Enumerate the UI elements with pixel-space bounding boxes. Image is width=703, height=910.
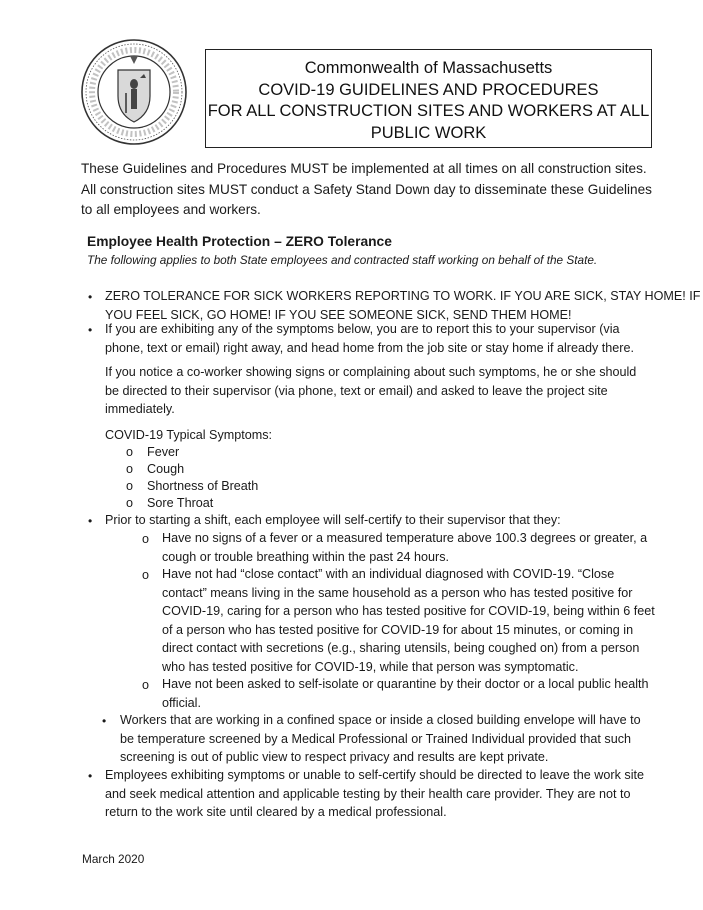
symptom-item: Shortness of Breath xyxy=(147,479,259,493)
text-line: screening is out of public view to respect privacy and results are kept private. xyxy=(120,750,549,764)
text-line: official. xyxy=(162,695,201,710)
text-line: YOU FEEL SICK, GO HOME! IF YOU SEE SOMEONE SICK, SEND THEM HOME! xyxy=(105,307,572,322)
sub-bullet-icon: o xyxy=(126,479,134,493)
text-line: Workers that are working in a confined space or inside a closed building envelope will have to xyxy=(120,713,641,727)
text-line: Have not been asked to self-isolate or quarantine by their doctor or a local public health xyxy=(162,677,649,691)
footer-date: March 2020 xyxy=(82,852,145,866)
bullet-icon: • xyxy=(88,290,93,304)
text-line: If you notice a co-worker showing signs or complaining about such symptoms, he or she should xyxy=(105,365,637,379)
intro-paragraph xyxy=(81,159,681,221)
text-line: direct contact with secretions (e.g., sharing utensils, being coughed on) from a person xyxy=(162,641,640,655)
bullet-zero-tolerance xyxy=(105,287,701,324)
bullet-icon: • xyxy=(88,514,93,528)
text-line: If you are exhibiting any of the symptoms below, you are to report this to your supervisor (via xyxy=(105,322,620,336)
title-line-3: FOR ALL CONSTRUCTION SITES AND WORKERS AT ALL xyxy=(207,102,650,120)
text-line: phone, text or email) right away, and head home from the job site or stay home if already there. xyxy=(105,340,634,355)
text-line: and seek medical attention and applicable testing by their health care provider. They are not to xyxy=(105,786,631,801)
title-line-4: PUBLIC WORK xyxy=(370,123,487,142)
text-line: who has tested positive for COVID-19, while that person was symptomatic. xyxy=(162,659,579,674)
text-line: COVID-19, caring for a person who has tested positive for COVID-19, being within 6 feet xyxy=(162,604,655,618)
certify-item-close-contact xyxy=(162,565,655,676)
bullet-icon: • xyxy=(102,714,107,728)
text-line: be temperature screened by a Medical Professional or Trained Individual provided that such xyxy=(120,731,632,746)
text-line: return to the work site until cleared by a medical professional. xyxy=(105,805,447,819)
sub-bullet-icon: o xyxy=(142,532,150,546)
sub-bullet-icon: o xyxy=(142,568,150,582)
section-subheading: The following applies to both State employees and contracted staff working on behalf of the State. xyxy=(87,253,598,267)
text-line: Have no signs of a fever or a measured temperature above 100.3 degrees or greater, a xyxy=(162,531,648,545)
symptom-item: Fever xyxy=(147,445,180,459)
bullet-symptoms-report xyxy=(105,320,634,357)
sub-bullet-icon: o xyxy=(126,445,134,459)
intro-line: All construction sites MUST conduct a Safety Stand Down day to disseminate these Guidelines xyxy=(81,181,652,197)
text-line: immediately. xyxy=(105,402,175,416)
coworker-paragraph xyxy=(105,363,636,419)
text-line: ZERO TOLERANCE FOR SICK WORKERS REPORTING TO WORK. IF YOU ARE SICK, STAY HOME! IF xyxy=(105,289,701,303)
bullet-icon: • xyxy=(88,323,93,337)
bullet-icon: • xyxy=(88,769,93,783)
massachusetts-seal-icon xyxy=(80,38,188,146)
intro-line: These Guidelines and Procedures MUST be implemented at all times on all construction sites. xyxy=(81,161,647,176)
title-line-1: Commonwealth of Massachusetts xyxy=(304,59,553,77)
title-box xyxy=(205,49,652,148)
text-line: be directed to their supervisor (via phone, text or email) and asked to leave the project site xyxy=(105,383,608,398)
text-line: contact” means living in the same household as a person who has tested positive for xyxy=(162,585,633,600)
symptom-item: Sore Throat xyxy=(147,496,214,510)
sub-bullet-icon: o xyxy=(142,678,150,692)
sub-bullet-icon: o xyxy=(126,496,134,510)
text-line: Have not had “close contact” with an individual diagnosed with COVID-19. “Close xyxy=(162,567,615,581)
intro-line: to all employees and workers. xyxy=(81,202,261,217)
text-line: of a person who has tested positive for COVID-19 for about 15 minutes, or coming in xyxy=(162,622,634,637)
bullet-self-certify: Prior to starting a shift, each employee will self-certify to their supervisor that they: xyxy=(105,513,561,527)
sub-bullet-icon: o xyxy=(126,462,134,476)
bullet-leave-work-site xyxy=(105,766,644,822)
text-line: cough or trouble breathing within the past 24 hours. xyxy=(162,549,450,564)
bullet-temperature-screening xyxy=(120,711,641,767)
title-line-2: COVID-19 GUIDELINES AND PROCEDURES xyxy=(258,80,599,99)
section-heading: Employee Health Protection – ZERO Tolerance xyxy=(87,234,392,249)
symptoms-label: COVID-19 Typical Symptoms: xyxy=(105,428,273,442)
certify-item-quarantine xyxy=(162,675,649,712)
certify-item-fever xyxy=(162,529,647,566)
symptom-item: Cough xyxy=(147,462,185,476)
text-line: Employees exhibiting symptoms or unable to self-certify should be directed to leave the work site xyxy=(105,768,644,782)
